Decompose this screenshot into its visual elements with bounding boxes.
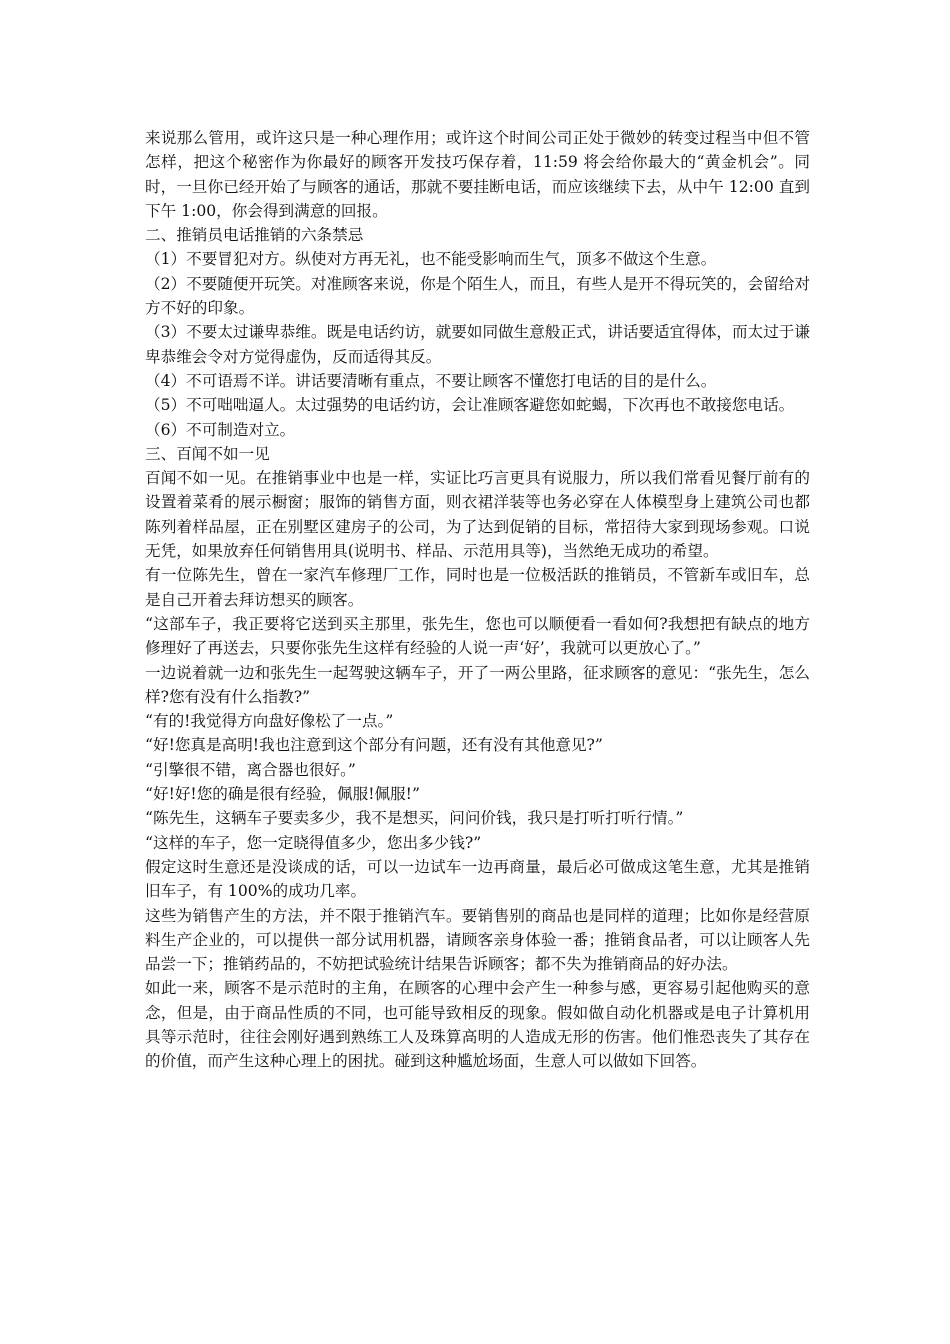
paragraph-other-products: 这些为销售产生的方法，并不限于推销汽车。要销售别的商品也是同样的道理；比如你是经营原料生产企业的，可以提供一部分试用机器，请顾客亲身体验一番；推销食品者，可以让顾客人先品尝一下；推销药品的，不妨把试验统计结果告诉顾客；都不失为推销商品的好办法。 [145,906,810,974]
taboo-item-4: （4）不可语焉不详。讲话要清晰有重点，不要让顾客不懂您打电话的目的是什么。 [145,371,717,390]
taboo-item-5: （5）不可咄咄逼人。太过强势的电话约访，会让准顾客避您如蛇蝎，下次再也不敢接您电话。 [145,396,795,415]
dialogue-line-5: “好!好!您的确是很有经验，佩服!佩服!” [145,785,420,804]
dialogue-line-7: “这样的车子，您一定晓得值多少，您出多少钱?” [145,833,482,852]
paragraph-close-the-deal: 假定这时生意还是没谈成的话，可以一边试车一边再商量，最后必可做成这笔生意，尤其是推销旧车子，有 100%的成功几率。 [145,857,810,901]
section-heading-seeing-is-believing: 三、百闻不如一见 [145,444,270,463]
dialogue-line-1: “这部车子，我正要将它送到买主那里，张先生，您也可以顺便看一看如何?我想把有缺点的地方修理好了再送去，只要你张先生这样有经验的人说一声‘好’，我就可以更放心了。” [145,614,810,658]
taboo-item-6: （6）不可制造对立。 [145,420,296,439]
taboo-item-3: （3）不要太过谦卑恭维。既是电话约访，就要如同做生意般正式，讲话要适宜得体，而太过于谦卑恭维会令对方觉得虚伪，反而适得其反。 [145,323,810,366]
paragraph-demonstration: 百闻不如一见。在推销事业中也是一样，实证比巧言更具有说服力，所以我们常看见餐厅前有的设置着菜肴的展示橱窗；服饰的销售方面，则衣裙洋装等也务必穿在人体模型身上建筑公司也都陈列着样品屋，正在别墅区建房子的公司，为了达到促销的目标，常招待大家到现场参观。口说无凭，如果放弃任何销售用具(说明书、样品、示范用具等)，当然绝无成功的希望。 [145,469,810,561]
document-body [145,126,810,1074]
paragraph-test-drive: 一边说着就一边和张先生一起驾驶这辆车子，开了一两公里路，征求顾客的意见：“张先生，怎么样?您有没有什么指教?” [145,663,810,706]
section-heading-taboos: 二、推销员电话推销的六条禁忌 [145,226,364,245]
dialogue-line-3: “好!您真是高明!我也注意到这个部分有问题，还有没有其他意见?” [145,736,603,755]
taboo-item-1: （1）不要冒犯对方。纵使对方再无礼，也不能受影响而生气，顶多不做这个生意。 [145,250,717,269]
dialogue-line-6: “陈先生，这辆车子要卖多少，我不是想买，问问价钱，我只是打听打听行情。” [145,809,684,828]
dialogue-line-4: “引擎很不错，离合器也很好。” [145,760,356,779]
dialogue-line-2: “有的!我觉得方向盘好像松了一点。” [145,712,394,731]
paragraph-continued-intro: 来说那么管用，或许这只是一种心理作用；或许这个时间公司正处于微妙的转变过程当中但不管怎样，把这个秘密作为你最好的顾客开发技巧保存着，11:59 将会给你最大的“黄金机会”。同时，一旦你已经开始了与顾客的通话，那就不要挂断电话，而应该继续下去，从中午 12:00 直到下午 1:00，你会得到满意的回报。 [145,129,810,220]
paragraph-mr-chen: 有一位陈先生，曾在一家汽车修理厂工作，同时也是一位极活跃的推销员，不管新车或旧车，总是自己开着去拜访想买的顾客。 [145,566,810,609]
taboo-item-2: （2）不要随便开玩笑。对准顾客来说，你是个陌生人，而且，有些人是开不得玩笑的，会留给对方不好的印象。 [145,274,810,318]
paragraph-participation: 如此一来，顾客不是示范时的主角，在顾客的心理中会产生一种参与感，更容易引起他购买的意念，但是，由于商品性质的不同，也可能导致相反的现象。假如做自动化机器或是电子计算机用具等示范时，往往会刚好遇到熟练工人及珠算高明的人造成无形的伤害。他们惟恐丧失了其存在的价值，而产生这种心理上的困扰。碰到这种尴尬场面，生意人可以做如下回答。 [145,979,810,1071]
